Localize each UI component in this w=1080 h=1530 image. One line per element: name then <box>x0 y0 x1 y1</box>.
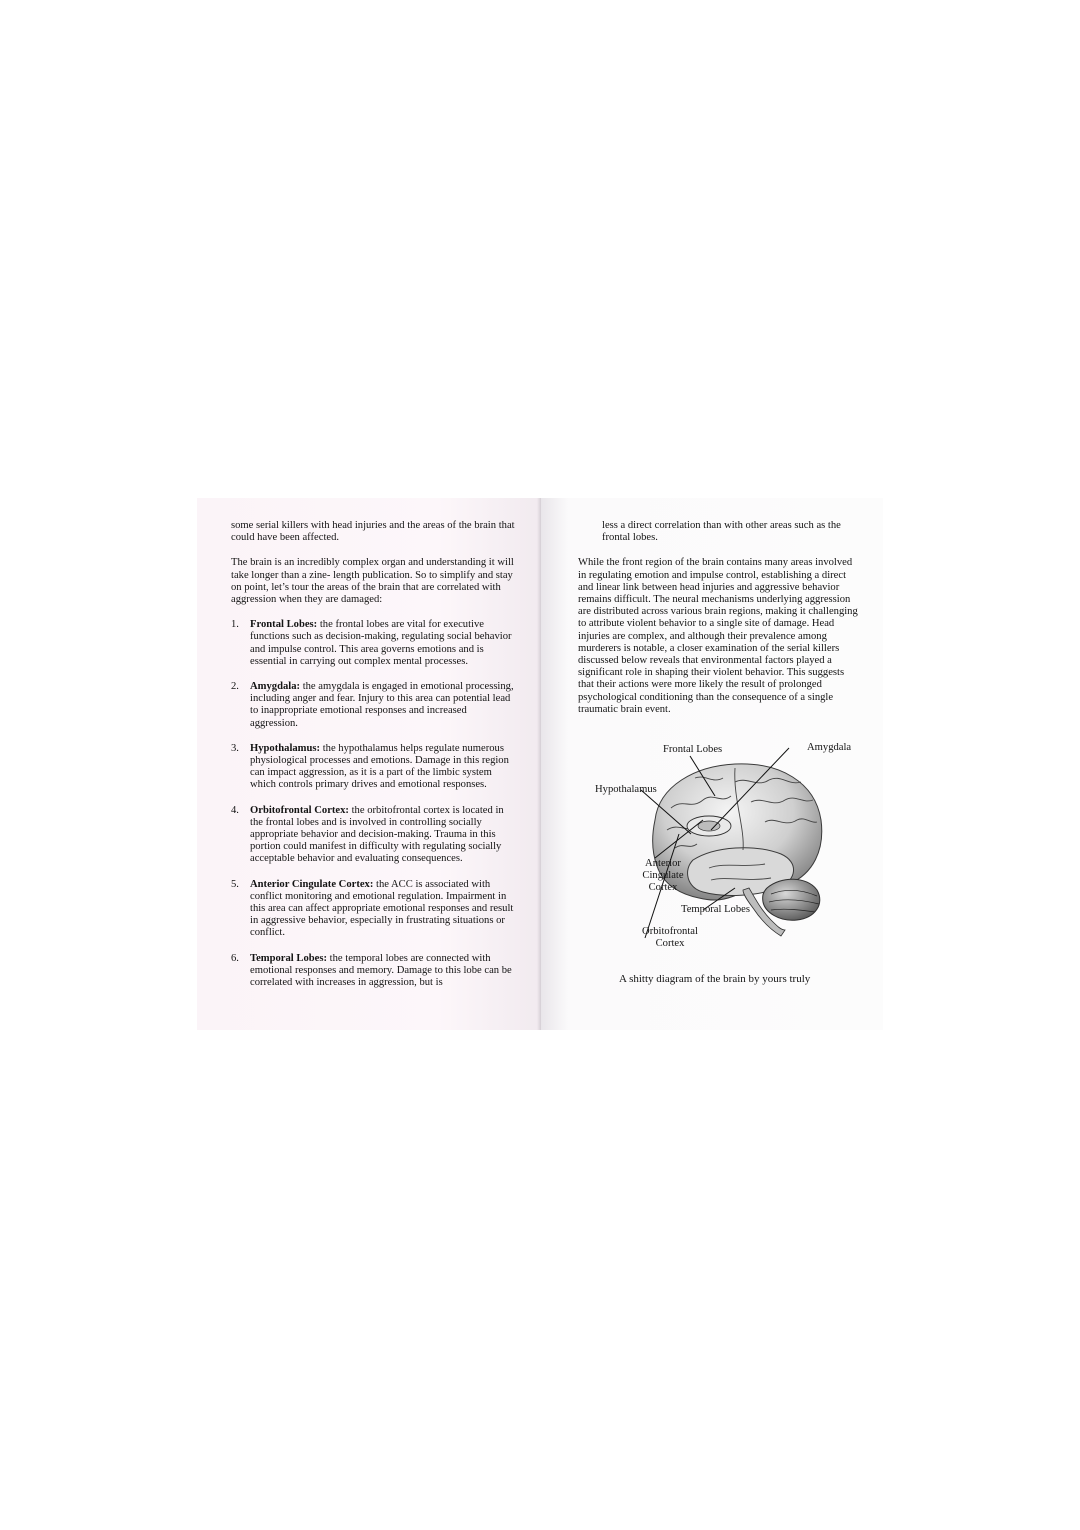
label-orbitofrontal-cortex: Orbitofrontal Cortex <box>642 926 698 949</box>
label-temporal-lobes: Temporal Lobes <box>681 904 750 915</box>
list-item-number: 1. <box>231 619 239 631</box>
list-item-text: the hypothalamus helps regulate numerous physiological processes and emotions. Damage in this region can impact aggression, as it is a part of the limbic system which controls primary drives and emotional responses. <box>250 742 509 791</box>
list-item-term: Amygdala: <box>250 681 301 693</box>
list-item-text: the orbitofrontal cortex is located in the frontal lobes and is involved in controlling socially appropriate behavior and decision-making. Trauma in this portion could manifest in difficulty with regulating socially acceptable behavior and evaluating consequences. <box>250 804 504 865</box>
list-item-number: 5. <box>231 878 239 890</box>
list-item-number: 6. <box>231 952 239 964</box>
list-item-number: 2. <box>231 681 239 693</box>
list-item <box>231 805 515 866</box>
diagram-caption: A shitty diagram of the brain by yours truly <box>619 973 811 985</box>
list-item-text: the ACC is associated with conflict monitoring and emotional regulation. Impairment in this area can affect appropriate emotional responses and result in aggressive behavior, especially in frustrating situations or conflict. <box>250 878 514 939</box>
intro-paragraph: The brain is an incredibly complex organ and understanding it will take longer than a zine- length publication. So to simplify and stay on point, let’s tour the areas of the brain that are correlated with aggression when they are damaged: <box>231 557 514 606</box>
zine-spread <box>197 498 883 1030</box>
label-amygdala: Amygdala <box>807 742 852 753</box>
list-item <box>231 681 515 730</box>
label-hypothalamus: Hypothalamus <box>595 784 657 795</box>
right-page <box>541 498 883 1030</box>
list-item-term: Temporal Lobes: <box>250 952 328 964</box>
brain-illustration <box>575 738 867 958</box>
list-item-number: 4. <box>231 804 239 816</box>
brain-diagram <box>575 738 867 958</box>
list-item <box>231 953 515 990</box>
list-item-text: the temporal lobes are connected with emotional responses and memory. Damage to this lobe can be correlated with increases in aggression, but is <box>250 952 512 989</box>
left-page <box>197 498 541 1030</box>
list-item <box>231 879 515 940</box>
label-frontal-lobes: Frontal Lobes <box>663 744 723 755</box>
intro-continued-text: some serial killers with head injuries and the areas of the brain that could have been affected. <box>231 520 515 544</box>
list-item-text: the amygdala is engaged in emotional processing, including anger and fear. Injury to this area can potential lead to inappropriate emotional responses and increased aggression. <box>250 681 514 729</box>
list-item-term: Anterior Cingulate Cortex: <box>250 878 374 890</box>
body-paragraph: While the front region of the brain contains many areas involved in regulating emotion and impulse control, establishing a direct and linear link between head injuries and aggressive behavior remains difficult. The neural mechanisms underlying aggression are distributed across various brain regions, making it challenging to attribute violent behavior to a single site of damage. Head injuries are complex, and although their prevalence among murderers is notable, a closer examination of the serial killers discussed below reveals that environmental factors played a significant role in shaping their violent behavior. This suggests that their actions were more likely the result of prolonged psychological conditioning than the consequence of a single traumatic brain event. <box>578 557 858 715</box>
label-anterior-cingulate-cortex: Anterior Cingulate Cortex <box>642 858 684 893</box>
list-item <box>231 743 515 792</box>
brain-regions-list <box>231 619 515 989</box>
list-item <box>231 619 515 668</box>
list-item-term: Hypothalamus: <box>250 742 321 754</box>
continued-text: less a direct correlation than with other areas such as the frontal lobes. <box>602 520 841 544</box>
list-item-term: Orbitofrontal Cortex: <box>250 804 349 816</box>
list-item-text: the frontal lobes are vital for executive functions such as decision-making, regulating social behavior and impulse control. This area governs emotions and is essential in carrying out complex mental processes. <box>250 619 512 667</box>
list-item-number: 3. <box>231 742 239 754</box>
list-item-term: Frontal Lobes: <box>250 619 318 631</box>
